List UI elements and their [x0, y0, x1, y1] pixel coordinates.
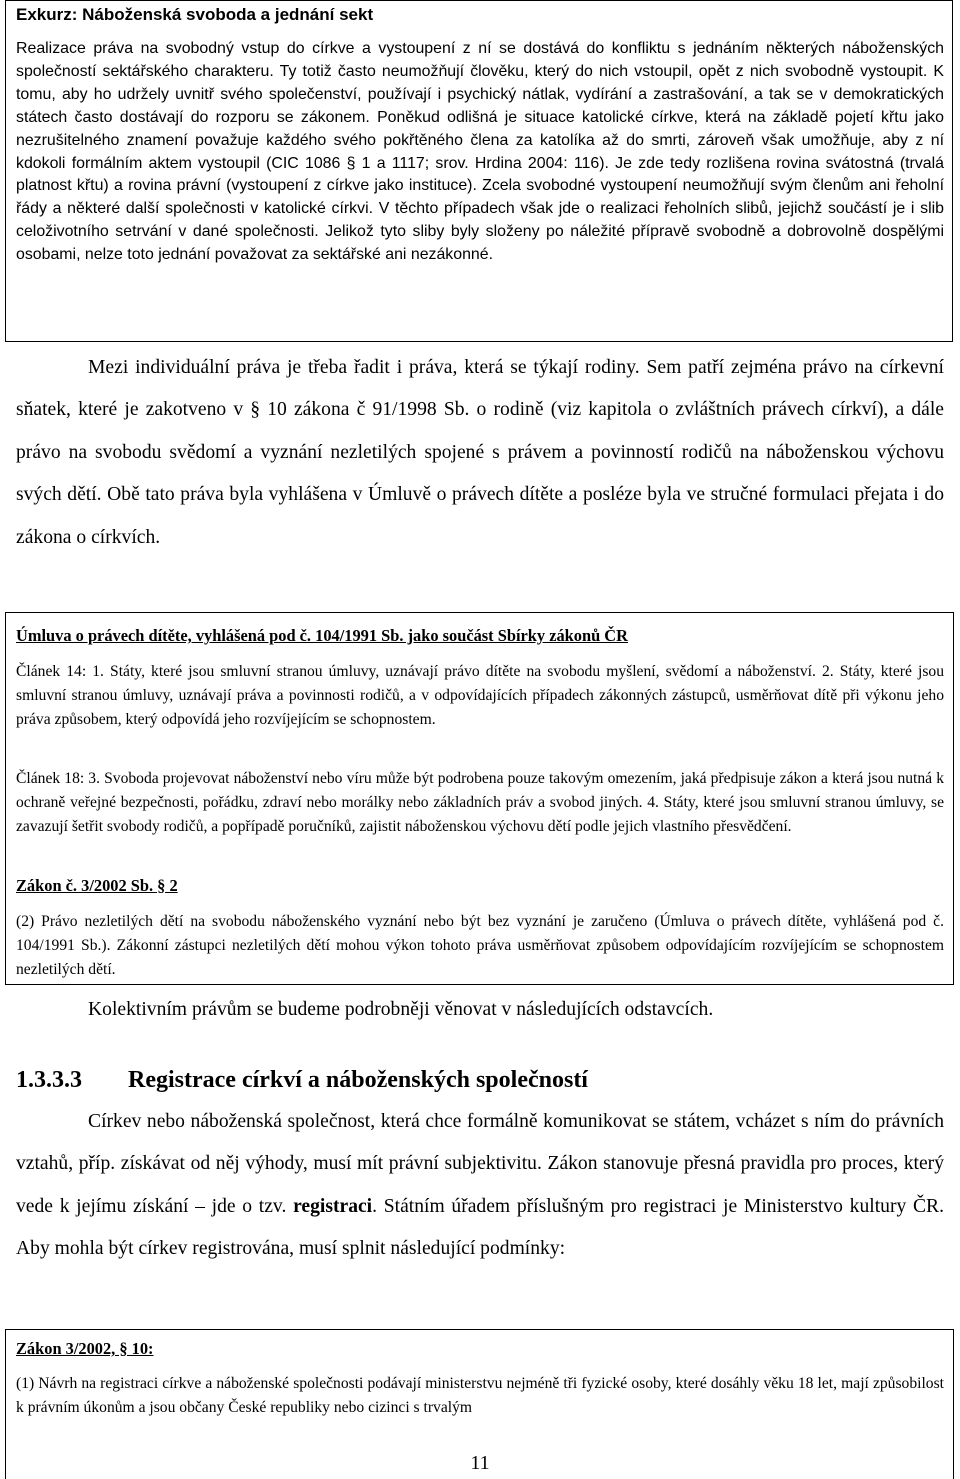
- paragraph-collective-rights: Kolektivním právům se budeme podrobněji věnovat v následujících odstavcích.: [88, 999, 714, 1020]
- registration-term: registraci: [293, 1195, 373, 1217]
- section-title: Registrace církví a náboženských společností: [128, 1067, 588, 1093]
- registration-text-part2: . Státním úřadem příslušným pro registraci je Ministerstvo kultury ČR. Aby mohla být církev registrována, musí splnit následující podmínky:: [16, 1195, 944, 1260]
- act-paragraph-2-text: (2) Právo nezletilých dětí na svobodu náboženského vyznání nebo být bez vyznání je zaručeno (Úmluva o právech dítěte, vyhlášená pod č. 104/1991 Sb.). Zákonní zástupci nezletilých dětí mohou výkon tohoto práva usměrňovat způsobem odpovídajícím rozvíjejícím se schopnostem nezletilých dětí.: [16, 913, 944, 979]
- excursus-text: Realizace práva na svobodný vstup do církve a vystoupení z ní se dostává do konfliktu s jednáním některých náboženských společností sektářského charakteru. Ty totiž často neumožňují člověku, který do nich vstoupil, opět z nich svobodně vystoupit. K tomu, aby ho udržely uvnitř svého společenství, používají i psychický nátlak, vydírání a zastrašování, a tak se v demokratických státech často dostávají do rozporu se zákonem. Poněkud odlišná je situace katolické církve, která na základě pojetí křtu jako nezrušitelného znamení považuje každého svého pokřtěného člena za katolíka až do smrti, zároveň však umožňuje, aby z ní kdokoli formálním aktem vystoupil (CIC 1086 § 1 a 1117; srov. Hrdina 2004: 116). Je zde tedy rozlišena rovina svátostná (trvalá platnost křtu) a rovina právní (vystoupení z církve jako instituce). Zcela svobodné vystoupení neumožňují svým členům ani řeholní řády a některé další společnosti v katolické církvi. V těchto případech však jde o realizaci řeholních slibů, jejichž součástí je i slib celoživotního setrvání v dané společnosti. Jelikož tyto sliby byly složeny po náležité přípravě svobodně a dobrovolně dospělými osobami, nelze toto jednání považovat za sektářské ani nezákonné.: [16, 40, 944, 264]
- excursus-title: Exkurz: Náboženská svoboda a jednání sekt: [16, 5, 374, 24]
- paragraph-family-rights: Mezi individuální práva je třeba řadit i práva, která se týkají rodiny. Sem patří zejména právo na církevní sňatek, které je zakotveno v § 10 zákona č 91/1998 Sb. o rodině (viz kapitola o zvláštních právech církví), a dále právo na svobodu svědomí a vyznání nezletilých spojené s právem a povinností rodičů na náboženskou výchovu svých dětí. Obě tato práva byla vyhlášena v Úmluvě o právech dítěte a posléze byla ve stručné formulaci přejata i do zákona o církvích.: [16, 357, 944, 548]
- law-heading-section-10: Zákon 3/2002, § 10:: [16, 1339, 154, 1358]
- law-heading-convention: Úmluva o právech dítěte, vyhlášená pod č. 104/1991 Sb. jako součást Sbírky zákonů ČR: [16, 626, 628, 645]
- page-number: 11: [470, 1452, 490, 1474]
- article-14-text: Článek 14: 1. Státy, které jsou smluvní stranou úmluvy, uznávají právo dítěte na svobodu myšlení, svědomí a náboženství. 2. Státy, které jsou smluvní stranou úmluvy, uznávají práva a povinnosti rodičů, a v odpovídajících případech zákonných zástupců, usměrňovat dítě při výkonu jeho práva způsobem, který odpovídá jeho rozvíjejícím se schopnostem.: [16, 663, 944, 729]
- law-heading-act-3-2002: Zákon č. 3/2002 Sb. § 2: [16, 876, 178, 895]
- article-18-text: Článek 18: 3. Svoboda projevovat náboženství nebo víru může být podrobena pouze takovým omezením, jaká předpisuje zákon a která jsou nutná k ochraně veřejné bezpečnosti, pořádku, zdraví nebo morálky nebo základních práv a svobod jiných. 4. Státy, které jsou smluvní stranou úmluvy, se zavazují šetřit svobody rodičů, a popřípadě poručníků, zajistit náboženskou výchovu dětí podle jejich vlastního přesvědčení.: [16, 770, 944, 836]
- excursus-box: [5, 0, 953, 342]
- paragraph-registration: [16, 1101, 944, 1271]
- section-10-paragraph-1-text: (1) Návrh na registraci církve a náboženské společnosti podávají ministerstvu nejméně tři fyzické osoby, které dosáhly věku 18 let, mají způsobilost k právním úkonům a jsou občany České republiky nebo cizinci s trvalým: [16, 1375, 944, 1417]
- section-number: 1.3.3.3: [16, 1067, 82, 1093]
- law-quote-box: [5, 612, 954, 985]
- section-heading: [16, 1064, 588, 1096]
- registration-text-part1: Církev nebo náboženská společnost, která chce formálně komunikovat se státem, vcházet s ním do právních vztahů, příp. získávat od něj výhody, musí mít právní subjektivitu. Zákon stanovuje přesná pravidla pro proces, který vede k jejímu získání – jde o tzv.: [16, 1111, 944, 1217]
